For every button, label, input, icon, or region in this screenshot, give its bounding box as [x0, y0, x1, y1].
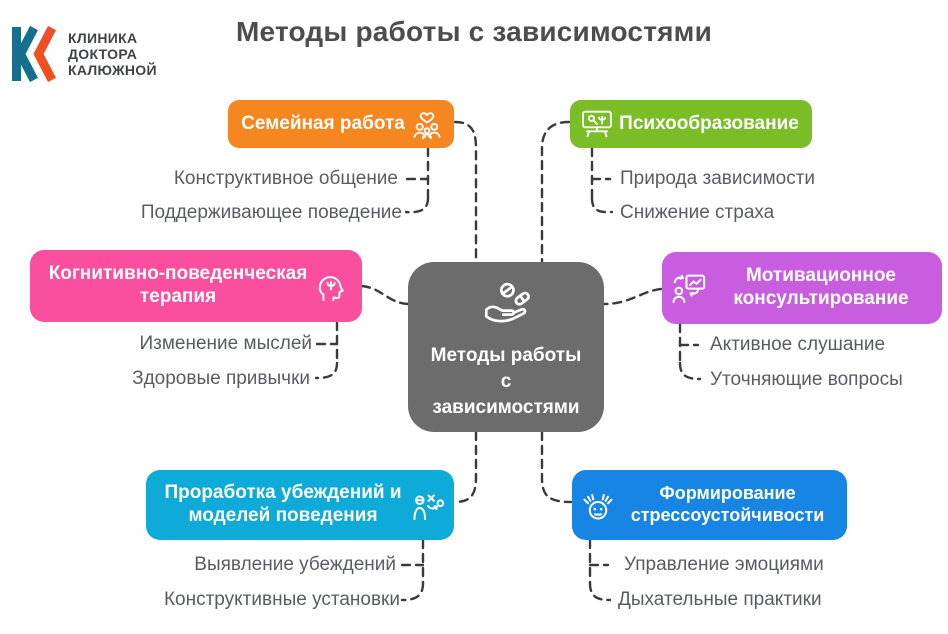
connector-motiv-to-center — [604, 289, 661, 304]
connector-psycho-to-center — [542, 122, 569, 262]
connector-center-to-beliefs — [455, 432, 476, 502]
center-label-line: Методы работы — [430, 345, 582, 366]
branch-motivational-counseling — [662, 252, 942, 324]
connector-cbt-to-center — [362, 286, 408, 304]
sub-item-cbt-1: Изменение мыслей — [139, 333, 312, 354]
sub-item-beliefs-1: Выявление убеждений — [194, 554, 396, 575]
branch-stress-resilience — [572, 470, 847, 540]
sub-item-cbt-2: Здоровые привычки — [132, 368, 310, 389]
stressed-face-icon — [578, 487, 618, 523]
center-label-line: зависимостями — [432, 397, 580, 418]
person-cross-strategy-icon — [408, 487, 448, 523]
family-heart-icon — [408, 107, 446, 141]
hand-with-pills-icon — [475, 278, 537, 337]
sub-item-stress-1: Управление эмоциями — [624, 554, 824, 575]
branch-label: Мотивационное консультирование — [733, 265, 909, 309]
clinic-name-line: КАЛЮЖНОЙ — [68, 62, 157, 78]
sub-item-family-2: Поддерживающее поведение — [140, 202, 402, 223]
stress-item2-hook — [590, 583, 610, 600]
connector-family-to-center — [455, 122, 476, 262]
motiv-item2-hook — [680, 363, 700, 379]
person-screen-arrows-icon — [670, 270, 710, 306]
sub-item-psycho-1: Природа зависимости — [620, 168, 816, 189]
psycho-item2-hook — [592, 198, 612, 212]
clinic-name-line: ДОКТОРА — [68, 46, 138, 62]
family-item2-hook — [406, 198, 428, 212]
branch-family-work — [228, 100, 454, 148]
beliefs-item2-hook — [402, 583, 423, 600]
center-label-line: с — [500, 371, 512, 392]
center-label — [431, 343, 582, 421]
psychoeducation-board-icon — [578, 107, 616, 141]
branch-label: Проработка убеждений и моделей поведения — [164, 482, 402, 526]
head-psi-icon — [314, 268, 354, 304]
cbt-item2-hook — [316, 363, 337, 378]
branch-label: Формирование стрессоустойчивости — [630, 483, 825, 525]
branch-psychoeducation — [570, 100, 812, 148]
center-node — [408, 262, 604, 432]
branch-cbt — [30, 250, 362, 322]
branch-label: Семейная работа — [241, 112, 405, 134]
sub-item-motiv-2: Уточняющие вопросы — [710, 369, 903, 390]
branch-label: Когнитивно-поведенческая терапия — [48, 263, 308, 307]
sub-item-psycho-2: Снижение страха — [620, 202, 775, 223]
sub-item-motiv-1: Активное слушание — [710, 334, 886, 355]
branch-label: Психообразование — [619, 112, 799, 134]
connector-center-to-stress — [542, 432, 571, 502]
sub-item-family-1: Конструктивное общение — [173, 168, 398, 189]
clinic-name-line: КЛИНИКА — [68, 30, 138, 46]
sub-item-beliefs-2: Конструктивные установки — [163, 589, 400, 610]
sub-item-stress-2: Дыхательные практики — [618, 589, 822, 610]
branch-beliefs-behavior — [146, 470, 454, 540]
page-title: Методы работы с зависимостями — [236, 16, 712, 47]
